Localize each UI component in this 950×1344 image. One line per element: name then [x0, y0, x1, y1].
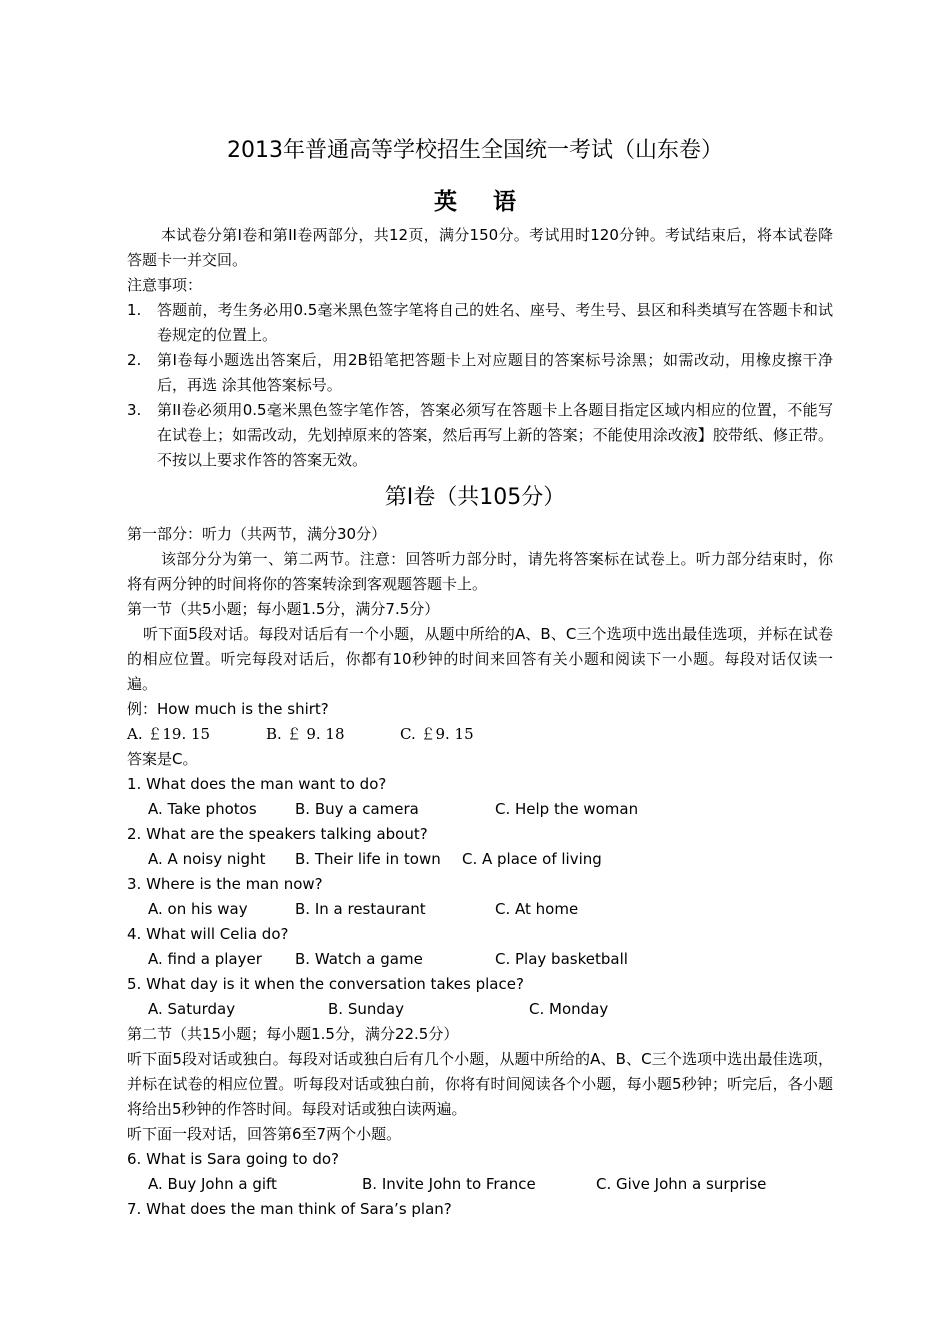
- option-b: B. Watch a game: [295, 950, 423, 968]
- option-b: B. Buy a camera: [295, 800, 419, 818]
- notice-heading: 注意事项：: [127, 276, 203, 294]
- example-option-b: B. ￡ 9. 18: [266, 725, 345, 743]
- notice-text: 第I卷每小题选出答案后，用2B铅笔把答题卡上对应题目的答案标号涂黑；如需改动，用橡皮擦干净后，再选 涂其他答案标号。: [157, 351, 833, 394]
- part-heading: 第一部分：听力（共两节，满分30分）: [127, 525, 387, 543]
- question-5-options: [127, 997, 833, 1022]
- dialog-intro: 听下面一段对话，回答第6至7两个小题。: [127, 1125, 402, 1143]
- example-answer: 答案是C。: [127, 750, 198, 768]
- example-options: [127, 722, 833, 747]
- option-a: A. find a player: [148, 950, 262, 968]
- example-option-c: C. ￡9. 15: [400, 725, 474, 743]
- listening-section: [127, 522, 833, 1222]
- question-2-options: [127, 847, 833, 872]
- option-b: B. Sunday: [328, 1000, 404, 1018]
- exam-title: 2013年普通高等学校招生全国统一考试（山东卷）: [227, 138, 723, 163]
- subject-heading: [0, 186, 950, 218]
- option-c: C. At home: [495, 900, 579, 918]
- option-c: C. Monday: [529, 1000, 609, 1018]
- question-6-options: [127, 1172, 833, 1197]
- notice-number: 3.: [127, 401, 142, 419]
- question-1-options: [127, 797, 833, 822]
- question-1: 1. What does the man want to do?: [127, 775, 387, 793]
- intro-paragraph: 本试卷分第I卷和第II卷两部分，共12页，满分150分。考试用时120分钟。考试结束后，将本试卷降答题卡一并交回。: [127, 226, 833, 269]
- option-a: A. Saturday: [148, 1000, 236, 1018]
- option-a: A. A noisy night: [148, 850, 266, 868]
- question-7: 7. What does the man think of Sara’s plan?: [127, 1200, 452, 1218]
- notice-number: 1.: [127, 301, 142, 319]
- notice-text: 答题前，考生务必用0.5毫米黑色签字笔将自己的姓名、座号、考生号、县区和科类填写在答题卡和试卷规定的位置上。: [157, 301, 833, 344]
- question-4: 4. What will Celia do?: [127, 925, 289, 943]
- question-3-options: [127, 897, 833, 922]
- option-c: C. A place of living: [462, 850, 602, 868]
- option-a: A. Buy John a gift: [148, 1175, 277, 1193]
- option-b: B. Invite John to France: [362, 1175, 536, 1193]
- sub1-heading: 第一节（共5小题；每小题1.5分，满分7.5分）: [127, 600, 440, 618]
- option-c: C. Play basketball: [495, 950, 628, 968]
- notice-text: 第II卷必须用0.5毫米黑色签字笔作答，答案必须写在答题卡上各题目指定区域内相应的位置，不能写在试卷上；如需改动，先划掉原来的答案，然后再写上新的答案；不能使用涂改液】胶带纸、修正带。不按以上要求作答的答案无效。: [157, 401, 833, 469]
- part-intro: 该部分分为第一、第二两节。注意：回答听力部分时，请先将答案标在试卷上。听力部分结束时，你将有两分钟的时间将你的答案转涂到客观题答题卡上。: [127, 550, 833, 593]
- option-c: C. Give John a surprise: [596, 1175, 767, 1193]
- subject-char-1: 英: [434, 189, 457, 215]
- section-title: 第I卷（共105分）: [384, 485, 566, 510]
- option-b: B. In a restaurant: [295, 900, 426, 918]
- instructions-block: [127, 223, 833, 473]
- subject-char-2: 语: [493, 189, 516, 215]
- example-question: 例：How much is the shirt?: [127, 700, 329, 718]
- sub1-intro: 听下面5段对话。每段对话后有一个小题，从题中所给的A、B、C三个选项中选出最佳选项，并标在试卷的相应位置。听完每段对话后，你都有10秒钟的时间来回答有关小题和阅读下一小题。每段对话仅读一遍。: [127, 625, 833, 693]
- question-5: 5. What day is it when the conversation takes place?: [127, 975, 524, 993]
- sub2-heading: 第二节（共15小题；每小题1.5分，满分22.5分）: [127, 1025, 459, 1043]
- example-option-a: A. ￡19. 15: [127, 725, 211, 743]
- notice-item-1: [127, 298, 833, 348]
- question-3: 3. Where is the man now?: [127, 875, 323, 893]
- option-a: A. Take photos: [148, 800, 257, 818]
- question-2: 2. What are the speakers talking about?: [127, 825, 428, 843]
- option-a: A. on his way: [148, 900, 248, 918]
- notice-item-3: [127, 398, 833, 473]
- notice-number: 2.: [127, 351, 142, 369]
- option-c: C. Help the woman: [495, 800, 639, 818]
- option-b: B. Their life in town: [295, 850, 441, 868]
- sub2-intro: 听下面5段对话或独白。每段对话或独白后有几个小题，从题中所给的A、B、C三个选项中选出最佳选项，并标在试卷的相应位置。听每段对话或独白前，你将有时间阅读各个小题，每小题5秒钟；听完后，各小题将给出5秒钟的作答时间。每段对话或独白读两遍。: [127, 1050, 833, 1118]
- notice-item-2: [127, 348, 833, 398]
- question-6: 6. What is Sara going to do?: [127, 1150, 339, 1168]
- question-4-options: [127, 947, 833, 972]
